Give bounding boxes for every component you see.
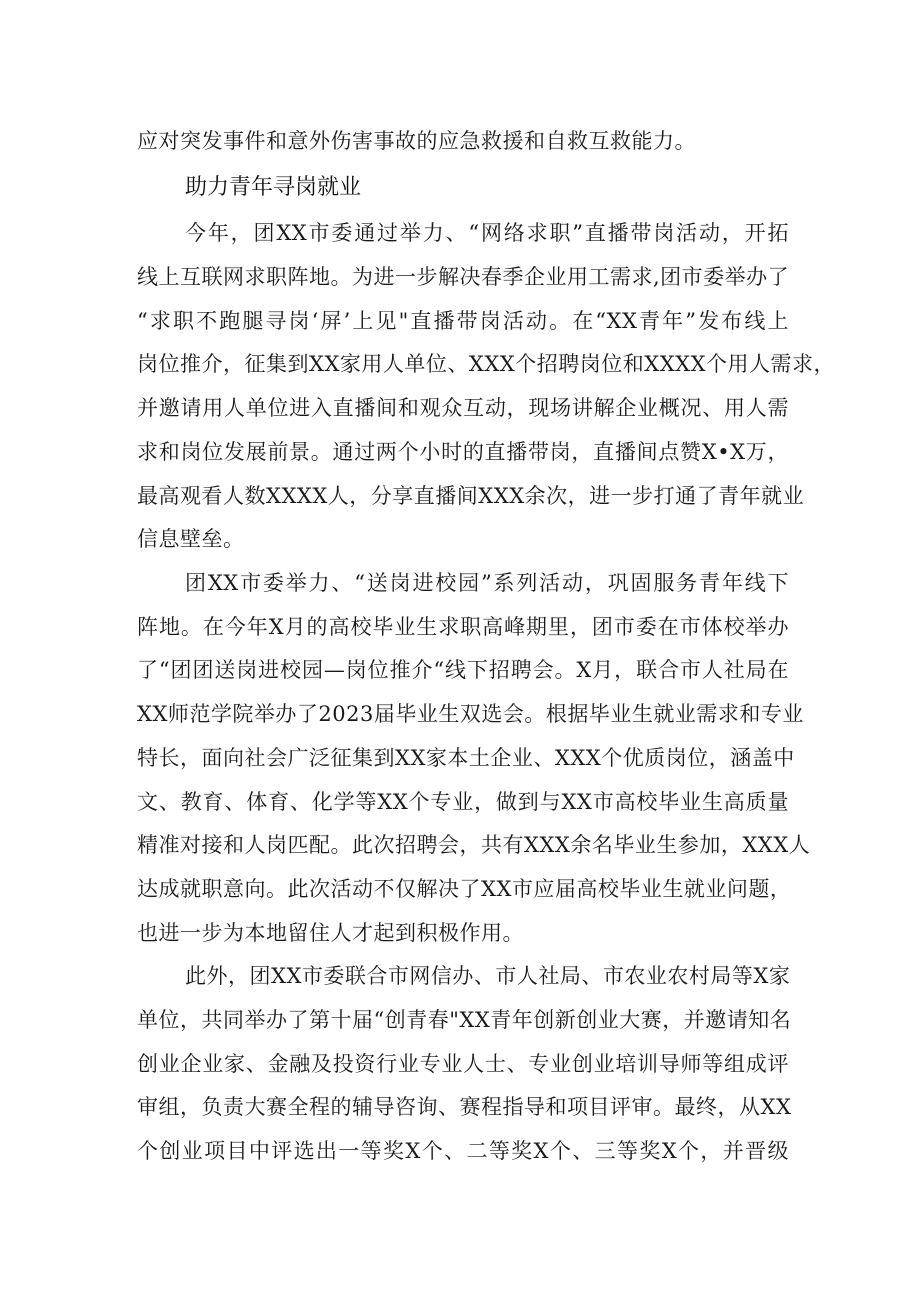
paragraph-line: 单位，共同举办了第十届“创青春"XX青年创新创业大赛，并邀请知名: [137, 1008, 792, 1032]
paragraph-line: 求和岗位发展前景。通过两个小时的直播带岗，直播间点赞X•X万，: [137, 440, 789, 464]
paragraph-line: 了“团团送岗进校园—岗位推介“线下招聘会。X月，联合市人社局在: [137, 658, 789, 682]
paragraph-line: 团XX市委举力、“送岗进校园”系列活动，巩固服务青年线下: [185, 571, 789, 595]
paragraph-line: XX师范学院举办了2023届毕业生双选会。根据毕业生就业需求和专业: [137, 702, 804, 726]
paragraph-line: 文、教育、体育、化学等XX个专业，做到与XX市高校毕业生高质量: [137, 790, 789, 814]
paragraph-line: 审组，负责大赛全程的辅导咨询、赛程指导和项目评审。最终，从XX: [137, 1095, 792, 1119]
paragraph-line: 最高观看人数XXXX人，分享直播间XXX余次，进一步打通了青年就业: [137, 484, 805, 508]
paragraph-line: 信息壁垒。: [137, 527, 245, 551]
paragraph-line: 精准对接和人岗匹配。此次招聘会，共有XXX余名毕业生参加，XXX人: [137, 833, 811, 857]
intro-tail-line: 应对突发事件和意外伤害事故的应急救援和自救互救能力。: [137, 129, 696, 153]
paragraph-line: 并邀请用人单位进入直播间和观众互动，现场讲解企业概况、用人需: [137, 396, 789, 420]
paragraph-line: 线上互联网求职阵地。为进一步解决春季企业用工需求,团市委举办了: [137, 265, 790, 289]
paragraph-line: 达成就职意向。此次活动不仅解决了XX市应届高校毕业生就业问题，: [137, 877, 792, 901]
paragraph-line: 阵地。在今年X月的高校毕业生求职高峰期里，团市委在市体校举办: [137, 615, 789, 639]
section-heading: 助力青年寻岗就业: [185, 175, 362, 200]
paragraph-line: 个创业项目中评选出一等奖X个、二等奖X个、三等奖X个，并晋级: [137, 1139, 789, 1163]
paragraph-line: 今年，团XX市委通过举力、“网络求职”直播带岗活动，开拓: [185, 221, 789, 245]
paragraph-line: 岗位推介，征集到XX家用人单位、XXX个招聘岗位和XXXX个用人需求，: [137, 352, 836, 376]
paragraph-line: 创业企业家、金融及投资行业专业人士、专业创业培训导师等组成评: [137, 1052, 789, 1076]
paragraph-line: 此外，团XX市委联合市网信办、市人社局、市农业农村局等X家: [185, 964, 791, 988]
paragraph-line: “求职不跑腿寻岗‘屏’上见"直播带岗活动。在“XX青年”发布线上: [137, 309, 789, 333]
paragraph-line: 也进一步为本地留住人才起到积极作用。: [137, 921, 524, 945]
paragraph-line: 特长，面向社会广泛征集到XX家本土企业、XXX个优质岗位，涵盖中: [137, 746, 795, 770]
